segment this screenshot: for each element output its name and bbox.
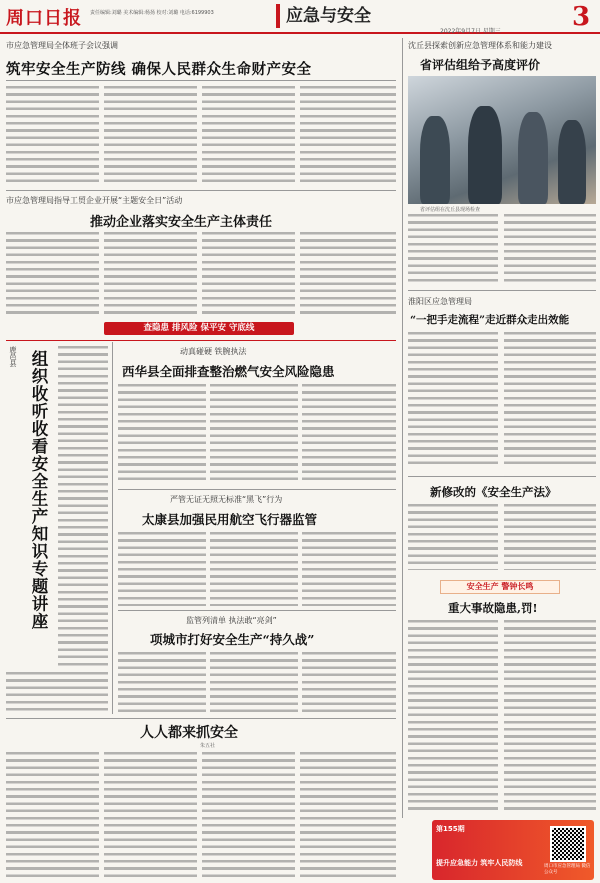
side-story-1-headline: 省评估组给予高度评价	[420, 58, 541, 72]
side-story-3-headline: 新修改的《安全生产法》	[430, 485, 557, 499]
masthead	[0, 0, 600, 34]
ad-slogan: 提升应急能力 筑牢人民防线	[436, 859, 523, 867]
side-story-4-kicker: 安全生产 警钟长鸣	[440, 580, 560, 594]
campaign-banner: 查隐患 排风险 保平安 守底线	[104, 322, 294, 335]
divider	[118, 489, 396, 490]
photo-caption: 省评估组在沈丘县现场检查	[420, 207, 481, 213]
story-4-kicker: 严管无证无照无标准“黑飞”行为	[170, 495, 283, 504]
side-story-1-body-col-2	[504, 214, 596, 284]
story-2-kicker: 市应急管理局指导工贸企业开展“主题安全日”活动	[6, 196, 183, 205]
vertical-story-body-col-2	[6, 672, 108, 712]
story-2-body-col-3	[202, 232, 295, 316]
vertical-story-headline: 组织收听收看安全生产知识专题讲座	[29, 350, 48, 630]
bottom-story-body-col-4	[300, 752, 396, 878]
side-story-3-body-col-2	[504, 504, 596, 570]
story-3-kicker: 动真碰硬 铁腕执法	[180, 347, 247, 356]
side-story-2-kicker: 淮阳区应急管理局	[408, 297, 472, 306]
bottom-story-body-col-3	[202, 752, 295, 878]
top-story-headline: 筑牢安全生产防线 确保人民群众生命财产安全	[6, 61, 312, 78]
side-story-3-body-col-1	[408, 504, 498, 570]
divider	[6, 718, 396, 719]
issue-date: 2022年9月7日 星期三	[440, 28, 501, 35]
story-3-headline: 西华县全面排查整治燃气安全风险隐患	[122, 364, 335, 379]
story-5-body-col-3	[302, 652, 396, 714]
side-story-2-headline: “一把手走流程”走近群众走出效能	[410, 314, 570, 326]
divider	[6, 340, 396, 341]
bottom-story-body-col-2	[104, 752, 197, 878]
column-divider	[112, 342, 113, 714]
news-photo	[408, 76, 596, 204]
column-divider	[402, 38, 403, 818]
bottom-story-body-col-1	[6, 752, 99, 878]
bottom-story-headline: 人人都来抓安全	[140, 725, 238, 741]
newspaper-logo: 周口日报	[6, 8, 82, 29]
account-label: 周口市应急管理局 微信公众号	[544, 864, 591, 875]
section-title: 应急与安全	[276, 4, 396, 28]
story-2-body-col-1	[6, 232, 99, 316]
side-story-2-body-col-1	[408, 332, 498, 468]
top-story-body-col-2	[104, 86, 197, 184]
story-4-body-col-1	[118, 532, 206, 606]
story-2-body-col-4	[300, 232, 396, 316]
side-story-4-body-col-2	[504, 620, 596, 812]
story-5-body-col-1	[118, 652, 206, 714]
side-story-2-body-col-2	[504, 332, 596, 468]
top-story-body-col-3	[202, 86, 295, 184]
story-5-body-col-2	[210, 652, 298, 714]
story-3-body-col-1	[118, 384, 206, 484]
bottom-story-byline: 朱五社	[200, 743, 216, 749]
issue-number: 第155期	[436, 825, 465, 833]
side-story-4-body-col-1	[408, 620, 498, 812]
top-story-kicker: 市应急管理局全体班子会议强调	[6, 41, 118, 50]
story-2-body-col-2	[104, 232, 197, 316]
story-4-body-col-2	[210, 532, 298, 606]
side-story-1-kicker: 沈丘县探索创新应急管理体系和能力建设	[408, 41, 552, 50]
story-2-headline: 推动企业落实安全生产主体责任	[90, 215, 273, 230]
top-story-body-col-1	[6, 86, 99, 184]
story-3-body-col-2	[210, 384, 298, 484]
top-story-body-col-4	[300, 86, 396, 184]
footer-ad	[432, 820, 594, 880]
story-5-kicker: 监管列清单 执法敢“亮剑”	[186, 616, 277, 625]
divider	[6, 80, 396, 81]
qr-code	[550, 826, 586, 862]
vertical-story-kicker: 鹿邑县	[9, 346, 17, 367]
divider	[408, 290, 596, 291]
divider	[118, 610, 396, 611]
vertical-story-body-col-1	[58, 346, 108, 666]
page-number: 3	[571, 2, 591, 32]
editor-meta: 责任编辑:刘璐 美术编辑:杨扬 校对:刘璐 电话:6199903	[90, 10, 214, 16]
divider	[408, 476, 596, 477]
story-3-body-col-3	[302, 384, 396, 484]
story-4-headline: 太康县加强民用航空飞行器监管	[142, 512, 318, 527]
story-5-headline: 项城市打好安全生产“持久战”	[150, 632, 315, 647]
side-story-4-headline: 重大事故隐患,罚!	[448, 601, 538, 615]
side-story-1-body-col-1	[408, 214, 498, 284]
divider	[6, 190, 396, 191]
story-4-body-col-3	[302, 532, 396, 606]
